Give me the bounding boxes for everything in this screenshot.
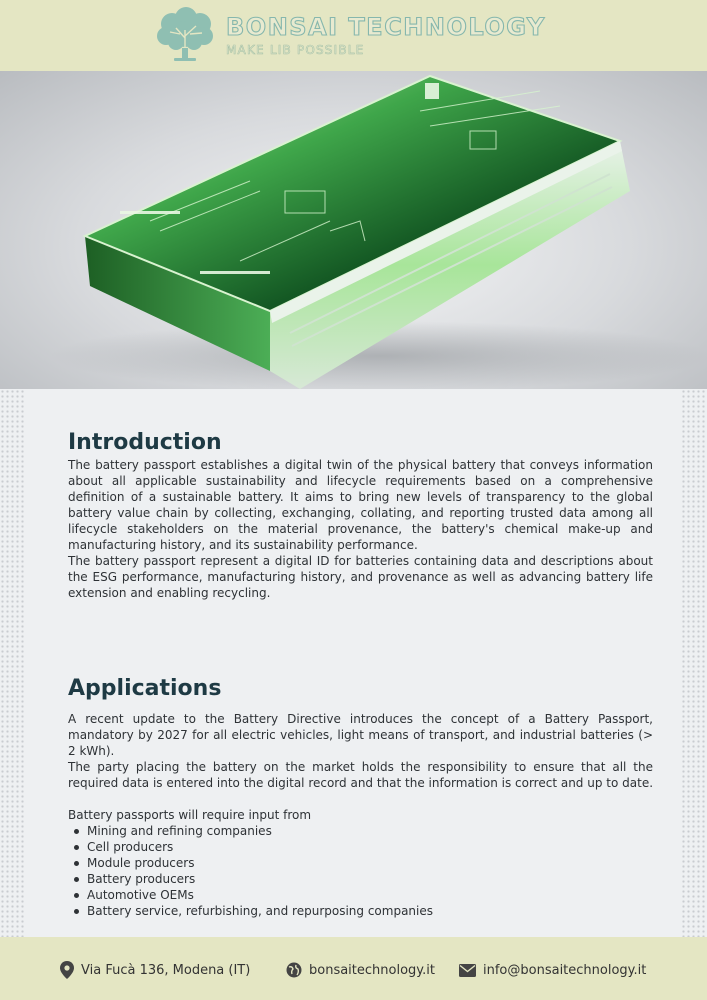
email-link[interactable]: info@bonsaitechnology.it <box>483 962 647 978</box>
dot-pattern-left <box>0 389 26 937</box>
introduction-section <box>68 430 653 601</box>
applications-paragraph-1: A recent update to the Battery Directive introduces the concept of a Battery Passport, mandatory by 2027 for all electric vehicles, light means of transport, and industrial batteries (> 2 kWh). <box>68 712 653 758</box>
applications-heading: Applications <box>68 676 222 701</box>
list-item: Battery service, refurbishing, and repurposing companies <box>68 903 653 919</box>
introduction-heading: Introduction <box>68 430 222 455</box>
paragraph-spacer <box>68 791 653 807</box>
header-band <box>0 0 707 71</box>
introduction-paragraph-1: The battery passport establishes a digital twin of the physical battery that conveys information about all applicable sustainability and lifecycle requirements based on a comprehensive definition of a sustainable battery. It aims to bring new levels of transparency to the global battery value chain by collecting, exchanging, collating, and reporting trusted data among all lifecycle stakeholders on the material provenance, the battery's chemical make-up and manufacturing history, and its sustainability performance. <box>68 458 653 552</box>
website-link[interactable]: bonsaitechnology.it <box>309 962 435 978</box>
applications-paragraph-2: The party placing the battery on the market holds the responsibility to ensure that all the required data is entered into the digital record and that the information is correct and up to date. <box>68 760 654 790</box>
location-pin-icon <box>60 961 74 979</box>
dot-pattern-right <box>681 389 707 937</box>
stakeholders-list <box>68 823 653 919</box>
footer-address <box>60 961 250 979</box>
applications-section <box>68 676 653 919</box>
footer-email[interactable] <box>459 961 646 979</box>
list-item: Module producers <box>68 855 653 871</box>
envelope-icon <box>459 964 476 977</box>
list-item: Mining and refining companies <box>68 823 653 839</box>
footer-band <box>0 937 707 1000</box>
battery-passport-illustration-icon <box>0 71 707 389</box>
list-item: Battery producers <box>68 871 653 887</box>
globe-icon <box>286 962 302 978</box>
hero-image <box>0 71 707 389</box>
list-item: Automotive OEMs <box>68 887 653 903</box>
address-text: Via Fucà 136, Modena (IT) <box>81 962 251 978</box>
introduction-paragraph-2: The battery passport represent a digital ID for batteries containing data and descriptions about the ESG performance, manufacturing history, and provenance as well as advancing battery life extension and enabling recycling. <box>68 554 653 600</box>
list-item: Cell producers <box>68 839 653 855</box>
brand-name: BONSAI TECHNOLOGY <box>226 13 546 41</box>
brand-tagline: MAKE LIB POSSIBLE <box>226 43 365 57</box>
footer-website[interactable] <box>286 961 435 979</box>
bonsai-tree-logo-icon <box>150 6 220 64</box>
stakeholders-intro: Battery passports will require input from <box>68 808 312 822</box>
